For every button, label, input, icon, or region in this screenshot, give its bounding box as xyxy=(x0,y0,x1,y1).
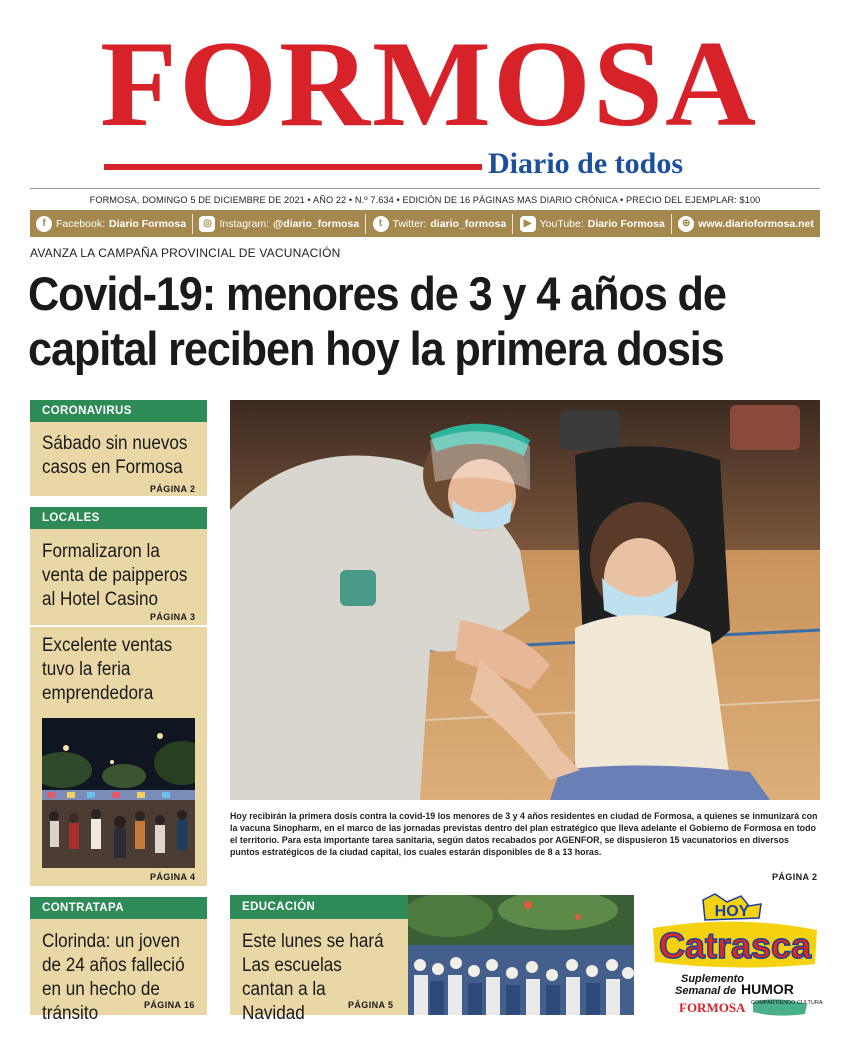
youtube-label: YouTube: xyxy=(539,217,584,230)
instagram-label: Instagram: xyxy=(219,217,270,230)
social-divider xyxy=(671,214,672,234)
ad-brand: Catrasca xyxy=(658,925,812,966)
dateline: FORMOSA, DOMINGO 5 DE DICIEMBRE DE 2021 • AÑO 22 • N.º 7.634 • EDICIÓN DE 16 PÁGINAS MAS DIARIO CRÓNICA • PRECIO DEL EJEMPLAR: $100 xyxy=(89,195,761,205)
facebook-link[interactable] xyxy=(36,216,186,232)
youtube-link[interactable] xyxy=(520,216,665,232)
facebook-icon: f xyxy=(36,216,52,232)
lead-photo xyxy=(230,400,820,800)
facebook-handle: Diario Formosa xyxy=(109,217,187,230)
educacion-page-ref: PÁGINA 5 xyxy=(348,1000,394,1010)
section-coronavirus: CORONAVIRUS xyxy=(30,400,207,422)
section-contratapa: CONTRATAPA xyxy=(30,897,207,919)
catrasca-ad[interactable] xyxy=(645,892,825,1022)
facebook-label: Facebook: xyxy=(56,217,106,230)
lead-headline[interactable]: Covid-19: menores de 3 y 4 años de capital reciben hoy la primera dosis xyxy=(28,267,726,375)
lead-kicker: AVANZA LA CAMPAÑA PROVINCIAL DE VACUNACIÓN xyxy=(30,246,341,260)
educacion-photo xyxy=(408,895,634,1015)
twitter-label: Twitter: xyxy=(392,217,427,230)
ad-footer: FORMOSA xyxy=(679,1000,746,1015)
instagram-handle: @diario_formosa xyxy=(273,217,360,230)
social-divider xyxy=(192,214,193,234)
coronavirus-page-ref: PÁGINA 2 xyxy=(150,484,196,494)
coronavirus-title[interactable]: Sábado sin nuevos casos en Formosa xyxy=(42,433,188,478)
feria-page-ref: PÁGINA 4 xyxy=(150,872,196,882)
section-locales: LOCALES xyxy=(30,507,207,529)
social-divider xyxy=(512,214,513,234)
contratapa-title[interactable]: Clorinda: un joven de 24 años falleció en un hecho de tránsito xyxy=(42,931,185,1024)
feria-title[interactable]: Excelente ventas tuvo la feria emprendedora xyxy=(42,635,173,704)
social-bar xyxy=(30,210,820,237)
twitter-icon: t xyxy=(373,216,389,232)
ad-footer-tag: COMPARTIENDO CULTURA xyxy=(751,1000,823,1006)
feria-photo xyxy=(42,718,195,868)
website-link[interactable] xyxy=(678,216,814,232)
youtube-icon: ▶ xyxy=(520,216,536,232)
twitter-handle: diario_formosa xyxy=(430,217,507,230)
instagram-icon: ◎ xyxy=(199,216,215,232)
contratapa-page-ref: PÁGINA 16 xyxy=(144,1000,195,1010)
lead-page-ref: PÁGINA 2 xyxy=(772,872,818,882)
dateline-rule xyxy=(30,188,820,189)
locales-title[interactable]: Formalizaron la venta de paipperos al Hotel Casino xyxy=(42,541,188,610)
ad-hoy: HOY xyxy=(714,903,750,920)
masthead-rule xyxy=(104,164,482,170)
ad-sub2: Semanal de xyxy=(675,985,737,997)
locales-page-ref: PÁGINA 3 xyxy=(150,612,196,622)
ad-sub3: HUMOR xyxy=(741,981,794,997)
lead-caption: Hoy recibirán la primera dosis contra la covid-19 los menores de 3 y 4 años residentes en ciudad de Formosa, a quienes se inmunizará con la vacuna Sinopharm, en el marco de las jornadas previstas dentro del plan estratégico que lleva adelante el Gobierno de Formosa en todo el territorio. Para esta importante tarea sanitaria, según datos recabados por AGENFOR, se dispusieron 15 vacunatorios en diversos puntos estratégicos de la ciudad capital, los cuales estarán disponibles de 8 a 13 horas. xyxy=(230,811,818,857)
social-divider xyxy=(365,214,366,234)
instagram-link[interactable] xyxy=(199,216,359,232)
globe-icon: ⊕ xyxy=(678,216,694,232)
educacion-title[interactable]: Este lunes se hará Las escuelas cantan a la Navidad xyxy=(242,931,384,1024)
masthead-title: FORMOSA xyxy=(100,16,758,153)
youtube-handle: Diario Formosa xyxy=(587,217,665,230)
masthead-tagline: Diario de todos xyxy=(488,147,683,180)
section-educacion: EDUCACIÓN xyxy=(230,895,408,919)
website-url: www.diarioformosa.net xyxy=(698,217,814,230)
ad-sub1: Suplemento xyxy=(681,973,744,985)
twitter-link[interactable] xyxy=(373,216,507,232)
